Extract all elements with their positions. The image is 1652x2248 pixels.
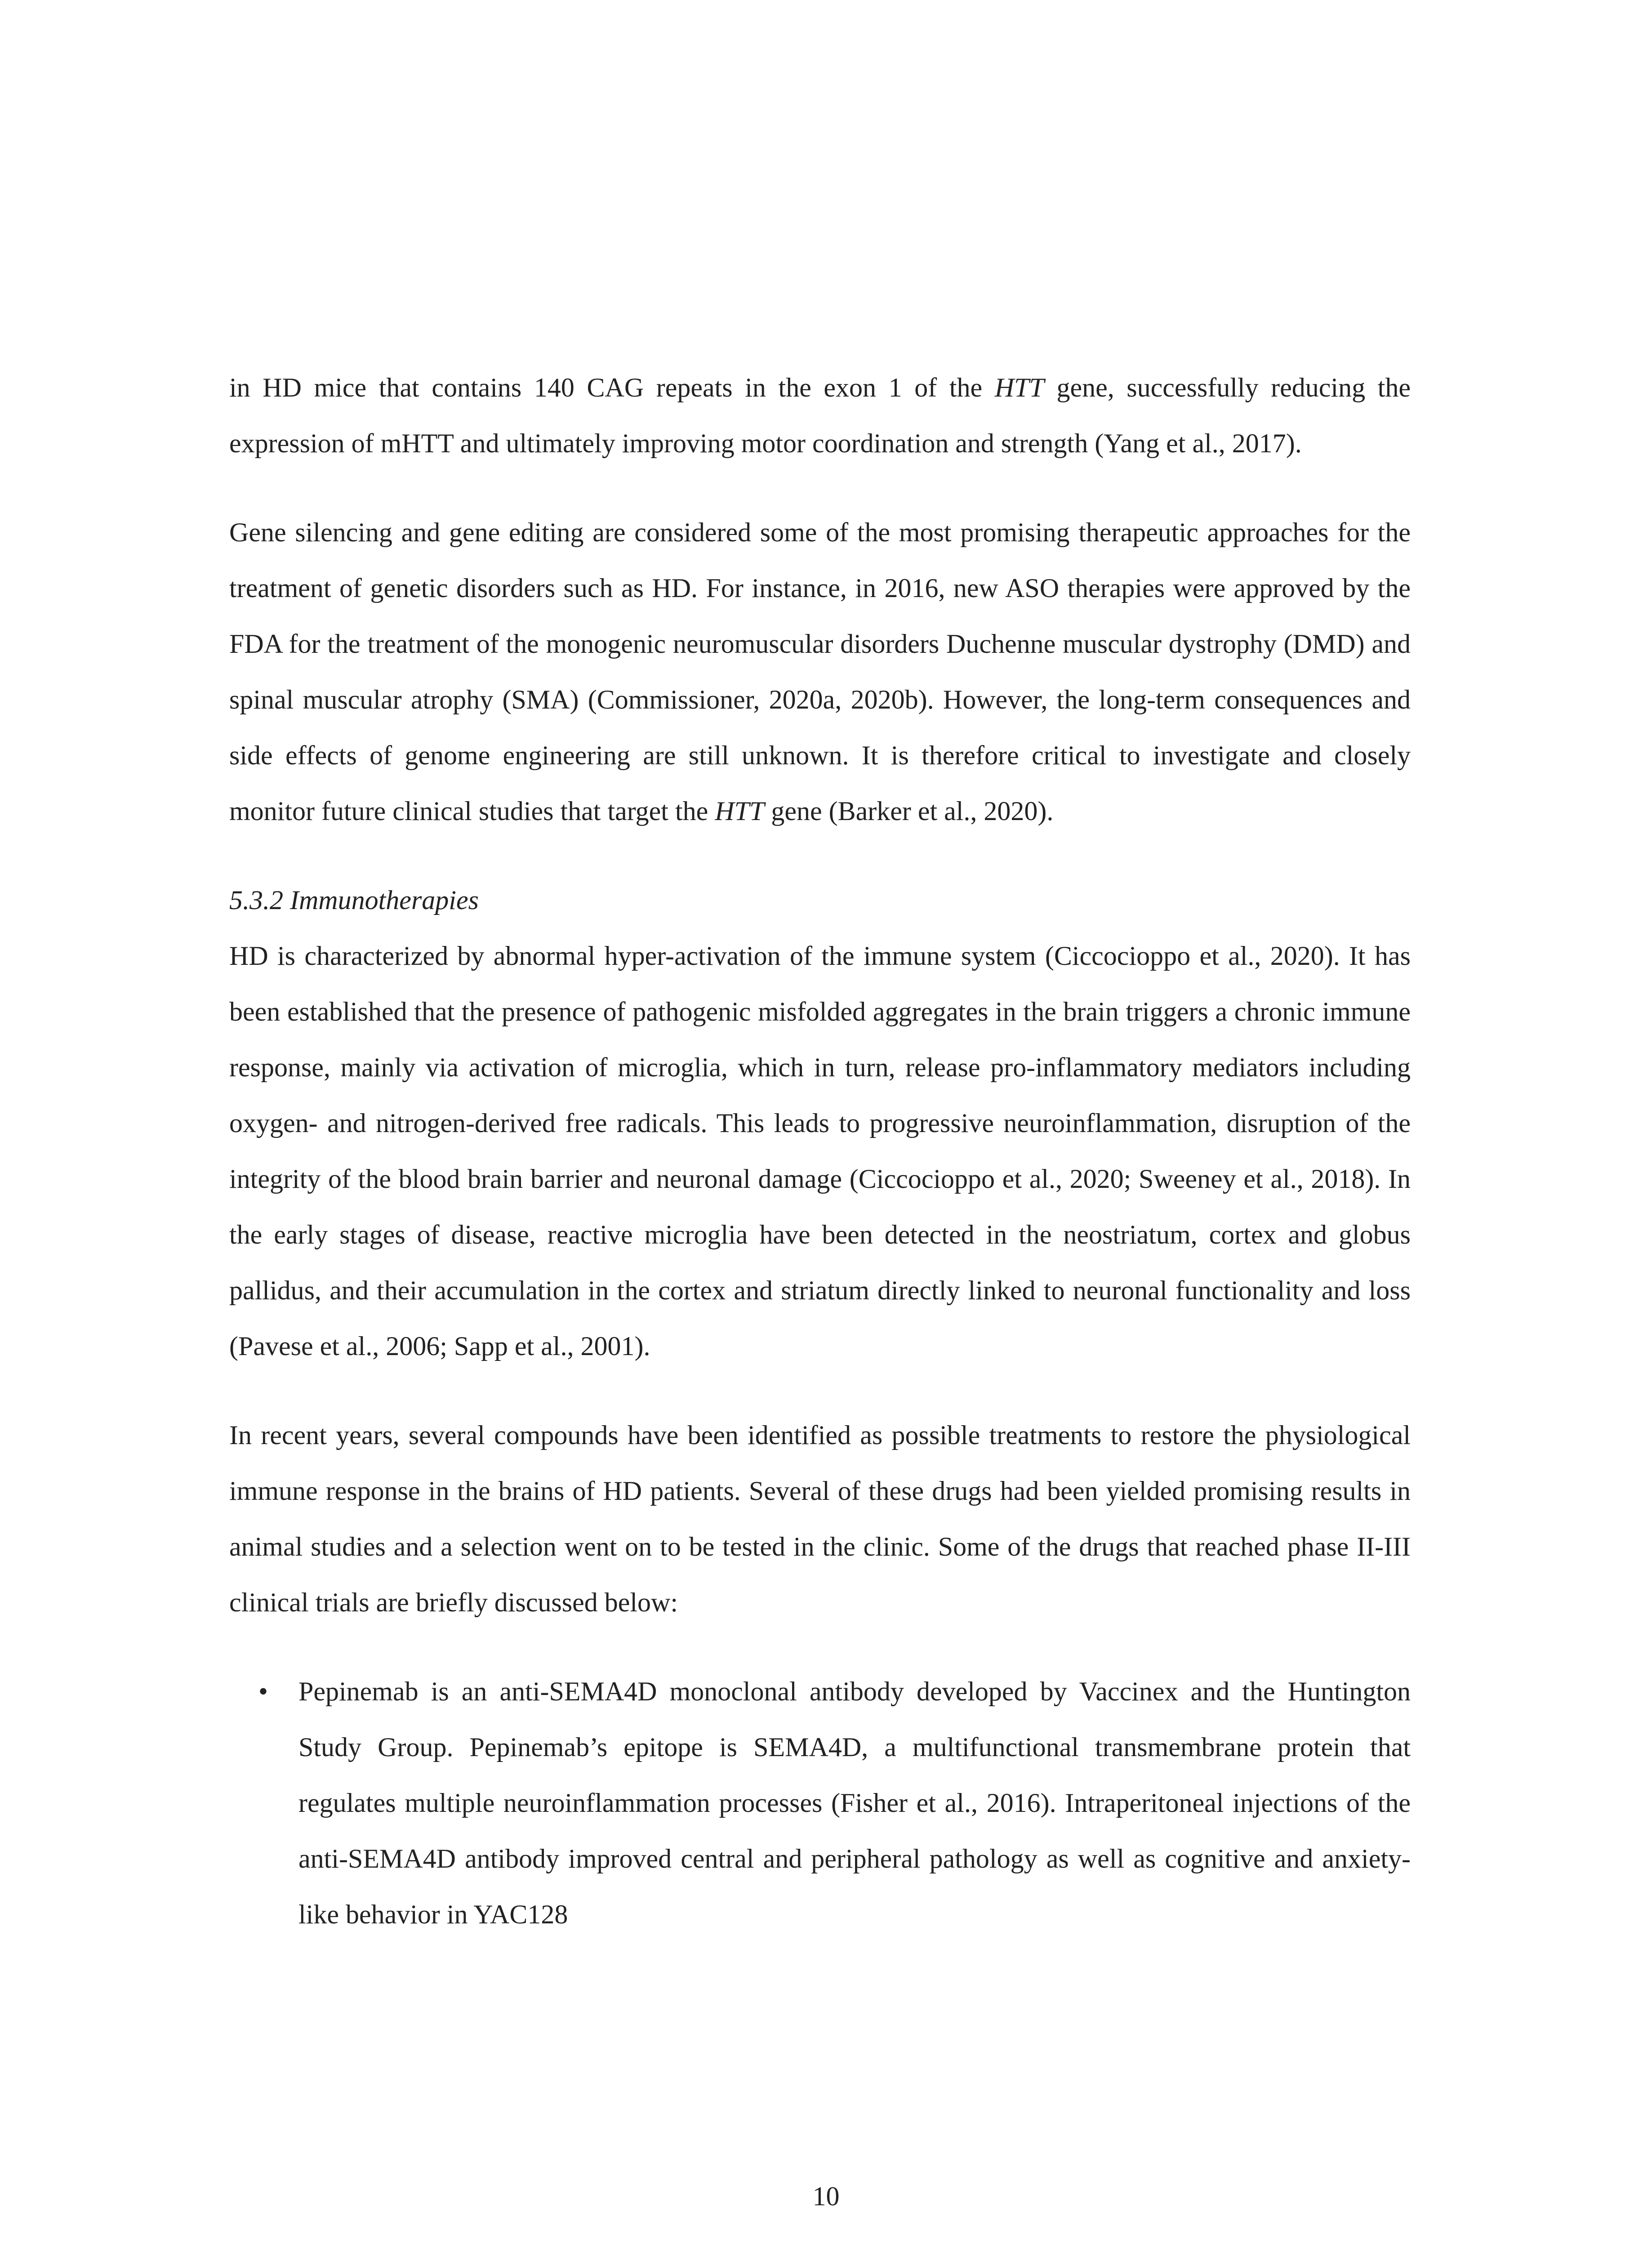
paragraph-mice-study (229, 360, 1411, 471)
gene-name-italic: HTT (715, 796, 765, 826)
page-number: 10 (812, 2181, 840, 2211)
paragraph-recent-compounds: In recent years, several compounds have been identified as possible treatments to restore the physiological immune response in the brains of HD patients. Several of these drugs had been yielded promising results in animal studies and a selection went on to be tested in the clinic. Some of the drugs that reached phase II-III clinical trials are briefly discussed below: (229, 1420, 1411, 1617)
bullet-icon: • (258, 1677, 268, 1706)
list-item-text: Pepinemab is an anti-SEMA4D monoclonal antibody developed by Vaccinex and the Huntington Study Group. Pepinemab’s epitope is SEMA4D, a multifunctional transmembrane protein that regulates multiple neuroinflammation processes (Fisher et al., 2016). Intraperitoneal injections of the anti-SEMA4D antibody improved central and peripheral pathology as well as cognitive and anxiety-like behavior in YAC128 (298, 1677, 1411, 1929)
body-text (229, 360, 1411, 1942)
paragraph-gene-silencing (229, 504, 1411, 839)
gene-name-italic: HTT (994, 373, 1044, 402)
paragraph-text: gene, successfully reducing the expression of mHTT and ultimately improving motor coordination and strength (Yang et al., 2017). (229, 373, 1411, 458)
section-heading: 5.3.2 Immunotherapies (229, 885, 479, 915)
drug-bullet-list (229, 1664, 1411, 1942)
paragraph-immune-activation: HD is characterized by abnormal hyper-activation of the immune system (Ciccocioppo et al., 2020). It has been established that the presence of pathogenic misfolded aggregates in the brain triggers a chronic immune response, mainly via activation of microglia, which in turn, release pro-inflammatory mediators including oxygen- and nitrogen-derived free radicals. This leads to progressive neuroinflammation, disruption of the integrity of the blood brain barrier and neuronal damage (Ciccocioppo et al., 2020; Sweeney et al., 2018). In the early stages of disease, reactive microglia have been detected in the neostriatum, cortex and globus pallidus, and their accumulation in the cortex and striatum directly linked to neuronal functionality and loss (Pavese et al., 2006; Sapp et al., 2001). (229, 941, 1411, 1361)
list-item (229, 1664, 1411, 1942)
paragraph-text: gene (Barker et al., 2020). (764, 796, 1054, 826)
paragraph-text: in HD mice that contains 140 CAG repeats in the exon 1 of the (229, 373, 995, 402)
paragraph-text: Gene silencing and gene editing are considered some of the most promising therapeutic approaches for the treatment of genetic disorders such as HD. For instance, in 2016, new ASO therapies were approved by the FDA for the treatment of the monogenic neuromuscular disorders Duchenne muscular dystrophy (DMD) and spinal muscular atrophy (SMA) (Commissioner, 2020a, 2020b). However, the long-term consequences and side effects of genome engineering are still unknown. It is therefore critical to investigate and closely monitor future clinical studies that target the (229, 517, 1411, 826)
